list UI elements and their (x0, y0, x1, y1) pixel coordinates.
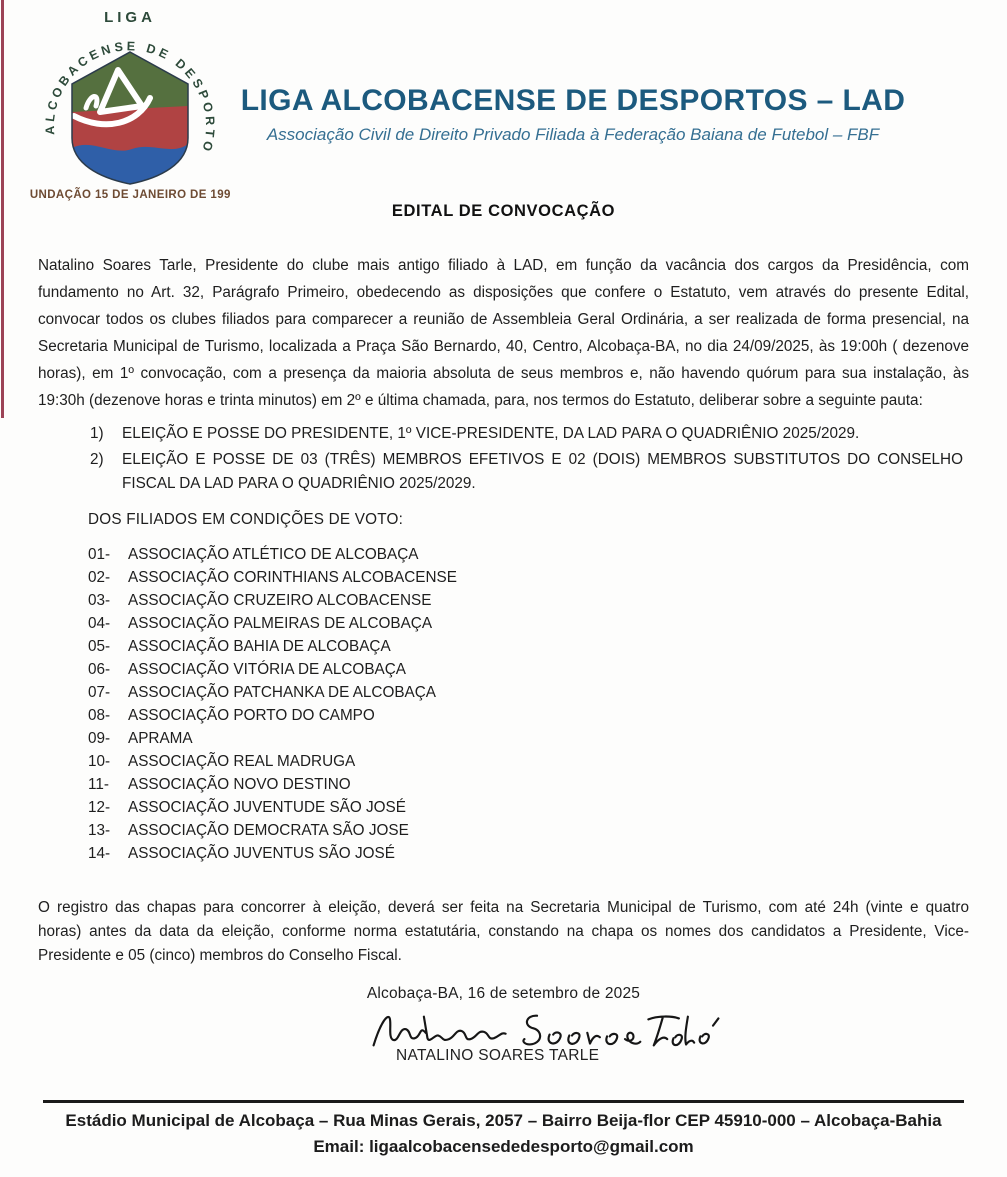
club-name: ASSOCIAÇÃO PATCHANKA DE ALCOBAÇA (128, 684, 437, 701)
footer (38, 1100, 969, 1160)
agenda-item-number: 1) (90, 425, 104, 442)
club-row (88, 819, 969, 842)
intro-paragraph (38, 252, 969, 414)
club-number: 07- (88, 684, 111, 701)
footer-email: Email: ligaalcobacensededesporto@gmail.com (313, 1137, 694, 1156)
club-row (88, 773, 969, 796)
club-row (88, 750, 969, 773)
club-row (88, 727, 969, 750)
agenda-item (90, 422, 969, 446)
club-row (88, 543, 969, 566)
shield (72, 52, 188, 184)
club-number: 03- (88, 592, 111, 609)
agenda-item-text: ELEIÇÃO E POSSE DE 03 (TRÊS) MEMBROS EFETIVOS E 02 (DOIS) MEMBROS SUBSTITUTOS DO CONSELHO FISCAL DA LAD PARA O QUADRIÊNIO 2025/2029. (122, 451, 963, 492)
club-number: 12- (88, 799, 111, 816)
scan-edge-line (1, 0, 4, 418)
paragraph-line: Natalino Soares Tarle, Presidente do clube mais antigo filiado à LAD, em função da vacância dos cargos da Presidência, com (38, 257, 969, 274)
clubs-list (88, 543, 969, 865)
club-row (88, 704, 969, 727)
closing-paragraph (38, 896, 969, 968)
voters-heading: DOS FILIADOS EM CONDIÇÕES DE VOTO: (88, 511, 404, 528)
paragraph-line: convocar todos os clubes filiados para comparecer a reunião de Assembleia Geral Ordinária, a ser realizada de forma presencial, na (38, 311, 969, 328)
footer-divider (43, 1100, 964, 1103)
document-body (38, 252, 969, 1065)
paragraph-line: Presidente e 05 (cinco) membros do Conselho Fiscal. (38, 947, 402, 964)
letterhead (228, 84, 918, 145)
club-row (88, 842, 969, 865)
club-number: 09- (88, 730, 111, 747)
club-number: 02- (88, 569, 111, 586)
dateline: Alcobaça-BA, 16 de setembro de 2025 (366, 985, 641, 1002)
logo-arc-text: ALCOBACENSE DE DESPORTO (42, 39, 218, 156)
club-name: ASSOCIAÇÃO PALMEIRAS DE ALCOBAÇA (128, 615, 433, 632)
club-name: ASSOCIAÇÃO BAHIA DE ALCOBAÇA (128, 638, 391, 655)
club-number: 08- (88, 707, 111, 724)
club-row (88, 796, 969, 819)
club-number: 06- (88, 661, 111, 678)
paragraph-line: fundamento no Art. 32, Parágrafo Primeiro, obedecendo as disposições que confere o Estatuto, vem através do presente Edital, (38, 284, 969, 301)
club-number: 05- (88, 638, 111, 655)
club-number: 13- (88, 822, 111, 839)
club-number: 01- (88, 546, 111, 563)
logo-founding-text: FUNDAÇÃO 15 DE JANEIRO DE 1997 (30, 189, 230, 201)
logo-top-text: LIGA (104, 9, 156, 26)
paragraph-line: horas), em 1º convocação, com a presença da maioria absoluta de seus membros e, não havendo quórum para sua instalação, às (38, 365, 969, 382)
club-row (88, 658, 969, 681)
organization-title: LIGA ALCOBACENSE DE DESPORTOS – LAD (240, 84, 906, 117)
footer-address: Estádio Municipal de Alcobaça – Rua Minas Gerais, 2057 – Bairro Beija-flor CEP 45910-000 – Alcobaça-Bahia (65, 1111, 942, 1130)
club-row (88, 589, 969, 612)
club-name: ASSOCIAÇÃO ATLÉTICO DE ALCOBAÇA (128, 546, 419, 563)
club-number: 14- (88, 845, 111, 862)
agenda-item-number: 2) (90, 451, 104, 468)
club-name: ASSOCIAÇÃO DEMOCRATA SÃO JOSE (128, 822, 409, 839)
paragraph-line: Secretaria Municipal de Turismo, localizada a Praça São Bernardo, 40, Centro, Alcobaça-BA, no dia 24/09/2025, às 19:00h ( dezenove (38, 338, 969, 355)
club-row (88, 635, 969, 658)
club-row (88, 612, 969, 635)
agenda-item (90, 448, 969, 496)
league-logo (30, 6, 230, 202)
club-name: ASSOCIAÇÃO VITÓRIA DE ALCOBAÇA (128, 661, 406, 678)
club-name: ASSOCIAÇÃO NOVO DESTINO (128, 776, 351, 793)
club-name: ASSOCIAÇÃO REAL MADRUGA (128, 753, 356, 770)
club-name: ASSOCIAÇÃO JUVENTUDE SÃO JOSÉ (128, 799, 406, 816)
organization-subtitle: Associação Civil de Direito Privado Filiada à Federação Baiana de Futebol – FBF (266, 125, 880, 144)
club-row (88, 681, 969, 704)
paragraph-line: horas) antes da data da eleição, conforme norma estatutária, constando na chapa os nomes dos candidatos a Presidente, Vice- (38, 923, 969, 940)
club-number: 04- (88, 615, 111, 632)
league-crest-icon (30, 6, 230, 202)
club-number: 10- (88, 753, 111, 770)
club-number: 11- (88, 776, 109, 793)
club-name: ASSOCIAÇÃO CRUZEIRO ALCOBACENSE (128, 592, 432, 609)
document-heading: EDITAL DE CONVOCAÇÃO (391, 202, 616, 220)
agenda-item-text: ELEIÇÃO E POSSE DO PRESIDENTE, 1º VICE-PRESIDENTE, DA LAD PARA O QUADRIÊNIO 2025/2029. (122, 425, 860, 442)
signatory-name: NATALINO SOARES TARLE (396, 1047, 600, 1064)
paragraph-line: 19:30h (dezenove horas e trinta minutos) em 2º e última chamada, para, nos termos do Estatuto, deliberar sobre a seguinte pauta: (38, 392, 923, 409)
club-row (88, 566, 969, 589)
club-name: ASSOCIAÇÃO JUVENTUS SÃO JOSÉ (128, 845, 395, 862)
agenda-list (90, 422, 969, 496)
club-name: ASSOCIAÇÃO PORTO DO CAMPO (128, 707, 375, 724)
club-name: APRAMA (128, 730, 193, 747)
signature-block (370, 1006, 740, 1065)
club-name: ASSOCIAÇÃO CORINTHIANS ALCOBACENSE (128, 569, 457, 586)
paragraph-line: O registro das chapas para concorrer à eleição, deverá ser feita na Secretaria Municipal de Turismo, com até 24h (vinte e quatro (38, 899, 969, 916)
